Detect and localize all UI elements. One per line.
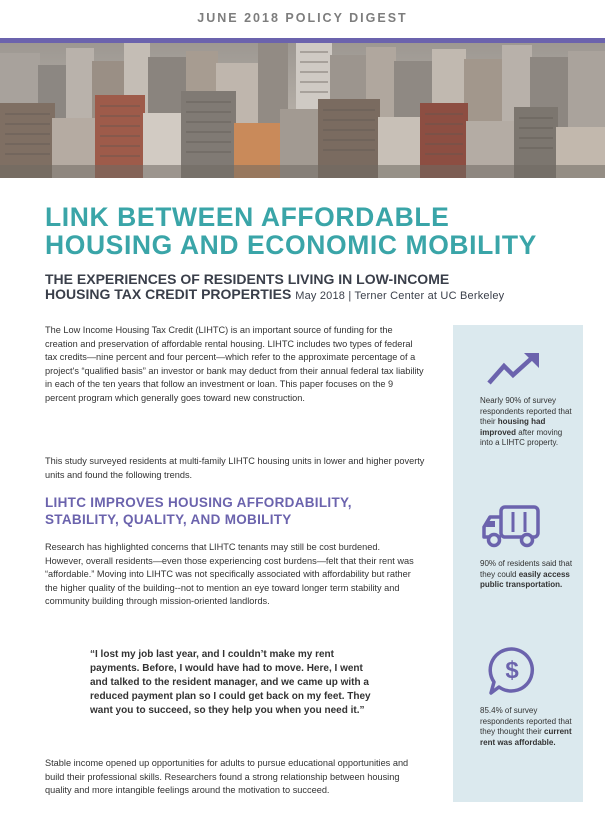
truck-icon [481,503,541,549]
main-title [45,203,585,259]
study-paragraph: This study surveyed residents at multi-family LIHTC housing units in lower and higher poverty units and found the following trends. [45,456,425,480]
stat-rent-affordable [480,706,575,748]
resident-quote: “I lost my job last year, and I couldn’t make my rent payments. Before, I would have had to move. Here, I went and talked to the resident manager, and we came up with a reduced payment plan so I could get back on my feet. They want you to succeed, so they help you when you need it.” [90,649,371,716]
svg-text:$: $ [505,657,519,684]
stat-3-emphasis: current rent was affordable. [480,727,572,747]
stat-2-emphasis: easily access public transportation. [480,569,570,590]
dollar-bubble-icon [487,645,537,697]
stat-1-emphasis: housing had improved [480,417,546,437]
stat-1-text: Nearly 90% of survey respondents reported that their [480,396,572,427]
section-heading: LIHTC IMPROVES HOUSING AFFORDABILITY, STABILITY, QUALITY, AND MOBILITY [45,495,352,527]
digest-kicker: JUNE 2018 POLICY DIGEST [197,11,408,25]
hero-image [0,43,605,178]
subtitle-line-1: THE EXPERIENCES OF RESIDENTS LIVING IN LOW-INCOME [45,271,450,287]
stat-3-text: 85.4% of survey respondents reported that they thought their [480,706,572,737]
subtitle [45,272,590,304]
main-title-line-2: HOUSING AND ECONOMIC MOBILITY [45,230,537,260]
source-line: May 2018 | Terner Center at UC Berkeley [295,290,505,302]
intro-paragraph: The Low Income Housing Tax Credit (LIHTC) is an important source of funding for the creation and preservation of affordable rental housing. LIHTC includes two types of federal tax credits—nine percent and four percent—which refer to the approximate percentage of a project's “qualified basis” an investor or bank may deduct from their annual federal tax liability in each of the ten years that follow an investment or loan. This paper focuses on the 9 percent program which generally goes toward new construction. [45,325,424,403]
trend-up-icon [486,351,542,387]
stat-1-text-end: after moving into a LIHTC property. [480,427,563,448]
closing-paragraph: Stable income opened up opportunities for adults to pursue educational opportunities and build their professional skills. Researchers found a strong relationship between housing quality and more intangible feelings around the motivation to succeed. [45,758,409,796]
stat-housing-improved [480,396,575,449]
subtitle-line-2-wrap [45,287,590,304]
research-paragraph: Research has highlighted concerns that LIHTC tenants may still be cost burdened. However, overall residents—even those experiencing cost burdens—felt that their rent was “affordable.” Moving into LIHTC was not specifically associated with affordability but rather the higher quality of the building--not to mention an eye toward longer term stability and community building through mission-oriented landlords. [45,542,414,607]
city-skyline-illustration [0,43,605,178]
stat-transportation [480,559,575,591]
main-title-line-1: LINK BETWEEN AFFORDABLE [45,202,450,232]
stats-sidebar [453,325,583,802]
stat-2-text: 90% of residents said that they could [480,559,573,579]
page-header [0,0,605,38]
subtitle-line-2: HOUSING TAX CREDIT PROPERTIES [45,286,292,302]
